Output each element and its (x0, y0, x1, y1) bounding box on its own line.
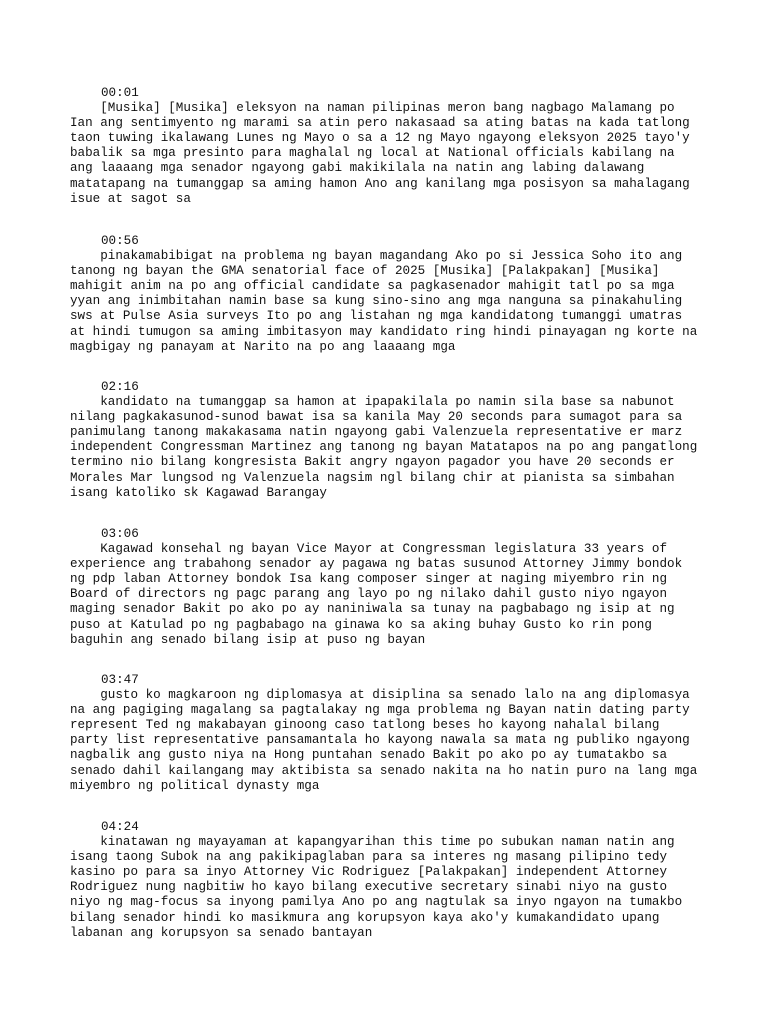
timestamp: 00:56 (101, 234, 139, 248)
transcript-segment (70, 380, 760, 501)
transcript-segment (70, 673, 760, 794)
transcript-segment (70, 527, 760, 648)
timestamp: 03:06 (101, 527, 139, 541)
transcript-text: kinatawan ng mayayaman at kapangyarihan this time po subukan naman natin ang isang taong Subok na ang pakikipaglaban para sa interes ng masang pilipino tedy kasino po para sa inyo Attorney Vic Rodriguez [Palakpakan] independent Attorney Rodriguez nung nagbitiw ho kayo bilang executive secretary sinabi niyo na gusto niyo ng mag-focus sa inyong pamilya Ano po ang nagtulak sa inyo ngayon na tumakbo bilang senador hindi ko masikmura ang korupsyon kaya ako'y kumakandidato upang labanan ang korupsyon sa senado bantayan (70, 835, 683, 940)
transcript-text: kandidato na tumanggap sa hamon at ipapakilala po namin sila base sa nabunot nilang pagkakasunod-sunod bawat isa sa kanila May 20 seconds para sumagot para sa panimulang tanong makakasama natin ngayong gabi Valenzuela representative er marz independent Congressman Martinez ang tanong ng bayan Matatapos na po ang pangatlong termino nio bilang kongresista Bakit angry ngayon pagador you have 20 seconds er Morales Mar lungsod ng Valenzuela nagsim ngl bilang chir at pianista sa simbahan isang katoliko sk Kagawad Barangay (70, 395, 698, 500)
timestamp: 04:24 (101, 820, 139, 834)
transcript-segment (70, 234, 760, 355)
timestamp: 00:01 (101, 86, 139, 100)
timestamp: 03:47 (101, 673, 139, 687)
timestamp: 02:16 (101, 380, 139, 394)
transcript-text: gusto ko magkaroon ng diplomasya at disiplina sa senado lalo na ang diplomasya na ang pagiging magalang sa pagtalakay ng mga problema ng Bayan natin dating party represent Ted ng makabayan ginoong caso tatlong beses ho kayong nahalal bilang party list representative pansamantala ho kayong nawala sa mata ng publiko ngayong nagbalik ang gusto niya na Hong puntahan senado Bakit po ako po ay tumatakbo sa senado dahil kailangang may aktibista sa senado nakita na ho natin puro na lang mga miyembro ng political dynasty mga (70, 688, 698, 793)
transcript-segment (70, 86, 760, 207)
transcript-text: Kagawad konsehal ng bayan Vice Mayor at Congressman legislatura 33 years of experience ang trabahong senador ay pagawa ng batas susunod Attorney Jimmy bondok ng pdp laban Attorney bondok Isa kang composer singer at naging miyembro rin ng Board of directors ng pagc parang ang layo po ng nilako dahil gusto niyo ngayon maging senador Bakit po ako po ay naniniwala sa tunay na pagbabago ng isip at ng puso at Katulad po ng pagbabago na ginawa ko sa aking buhay Gusto ko rin pong baguhin ang senado bilang isip at puso ng bayan (70, 542, 683, 647)
transcript-text: pinakamabibigat na problema ng bayan magandang Ako po si Jessica Soho ito ang tanong ng bayan the GMA senatorial face of 2025 [Musika] [Palakpakan] [Musika] mahigit anim na po ang official candidate sa pagkasenador mahigit tatl po sa mga yyan ang inimbitahan namin base sa kung sino-sino ang mga nanguna sa pinakahuling sws at Pulse Asia surveys Ito po ang listahan ng mga kandidatong tumanggi umatras at hindi tumugon sa aming imbitasyon may kandidato ring hindi pinayagan ng korte na magbigay ng panayam at Narito na po ang laaaang mga (70, 249, 698, 354)
transcript-text: [Musika] [Musika] eleksyon na naman pilipinas meron bang nagbago Malamang po Ian ang sentimyento ng marami sa atin pero nakasaad sa ating batas na kada tatlong taon tuwing ikalawang Lunes ng Mayo o sa a 12 ng Mayo ngayong eleksyon 2025 tayo'y babalik sa mga presinto para maghalal ng local at National officials kabilang na ang laaaang mga senador ngayong gabi makikilala na natin ang labing dalawang matatapang na tumanggap sa aming hamon Ano ang kanilang mga posisyon sa mahalagang isue at sagot sa (70, 101, 690, 206)
transcript-segment (70, 820, 760, 941)
